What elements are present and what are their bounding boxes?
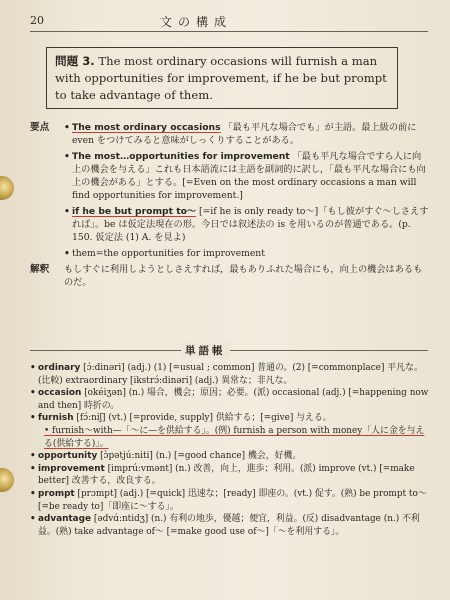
vocab-definition: • furnish〜with—「〜に—を供給する」。(例) furnish a person with money「人に金を与える(供給する)」。 xyxy=(44,425,425,449)
vocab-entry xyxy=(30,412,430,425)
binder-ring-icon xyxy=(0,176,14,200)
vocab-entry xyxy=(30,362,430,387)
header-rule xyxy=(30,31,428,32)
note-item xyxy=(64,247,430,260)
vocab-word: advantage xyxy=(38,514,92,525)
vocab-word: improvement xyxy=(38,463,105,474)
note-text: 「最も平凡な場合ですら人に向上の機会を与える」これも日本語流には主語を副詞的に訳し，「最も平凡な場合にも向上の機会がある」とする。[=Even on the most ordinary occasions a man will find opportunities for improvement.] xyxy=(72,150,426,202)
note-text: 「最も平凡な場合でも」が主語。最上級の前に even をつけてみると意味がしっくりすることがある。 xyxy=(72,122,417,147)
note-item xyxy=(64,121,430,148)
note-item xyxy=(64,205,430,245)
note-text: them=the opportunities for improvement xyxy=(72,247,265,259)
vocab-word: occasion xyxy=(38,388,82,399)
translation-label: 解釈 xyxy=(30,263,50,275)
problem-box xyxy=(46,47,398,109)
translation-block xyxy=(30,263,430,290)
note-head: The most…opportunities for improvement xyxy=(72,150,290,162)
vocab-subentry xyxy=(30,425,430,450)
vocab-definition: [okéiʒən] (n.) 場合，機会；原因；必要。(派) occasional (adj.) [=happening now and then] 時折の。 xyxy=(38,388,429,411)
translation-text: もしすぐに利用しようとしさえすれば，最もありふれた場合にも，向上の機会はあるものだ。 xyxy=(64,263,423,289)
vocab-entry xyxy=(30,450,430,463)
note-item xyxy=(64,150,430,203)
vocab-word: prompt xyxy=(38,488,75,499)
problem-label: 問題 3. xyxy=(55,54,95,68)
vocab-entry xyxy=(30,387,430,412)
vocab-word: ordinary xyxy=(38,363,81,373)
vocab-word: opportunity xyxy=(38,451,98,462)
vocab-header: 単語帳 xyxy=(181,343,230,358)
vocab-definition: [prɔmpt] (adj.) [=quick] 迅速な；[ready] 即座の。(vt.) 促す。(熟) be prompt to〜 [=be ready to]「即座に〜する」。 xyxy=(38,488,427,512)
note-head: The most ordinary occasions xyxy=(72,122,221,133)
vocab-definition: [imprú:vmənt] (n.) 改善，向上，進歩；利用。(派) improve (vt.) [=make better] 改善する，改良する。 xyxy=(38,463,415,487)
notes-body xyxy=(64,121,430,260)
vocab-definition: [fɔ́:niʃ] (vt.) [=provide, supply] 供給する；[=give] 与える。 xyxy=(76,413,332,424)
note-text: [=if he is only ready to〜]「もし彼がすぐ〜しさえすれば」。be は仮定法現在の形。今日では叙述法の is を用いるのが普通である。(p. 150. 仮定法 (1) A. を見よ) xyxy=(72,205,429,244)
running-head: 文の構成 xyxy=(160,15,233,29)
vocab-definition: [ədvɑ́:ntidʒ] (n.) 有利の地歩，優越；便宜，利益。(反) disadvantage (n.) 不利益。(熟) take advantage of〜 [=make good use of〜]「〜を利用する」。 xyxy=(38,514,420,537)
page-number: 20 xyxy=(30,14,44,27)
note-head: if he be but prompt to〜 xyxy=(72,205,197,217)
binder-ring-icon xyxy=(0,468,14,492)
vocab-definition: [ɔ̀pətjú:niti] (n.) [=good chance] 機会，好機。 xyxy=(100,451,302,462)
vocab-entry xyxy=(30,488,430,513)
notes-label: 要点 xyxy=(30,122,50,133)
vocab-entry xyxy=(30,463,430,488)
vocab-word: furnish xyxy=(38,413,74,424)
vocab-entry xyxy=(30,513,430,538)
problem-text: The most ordinary occasions will furnish a man with opportunities for improvement, if he be but prompt to take advantage of them. xyxy=(55,54,387,102)
vocab-definition: [ɔ́:dinəri] (adj.) (1) [=usual ; common] 普通の。(2) [=commonplace] 平凡な。(比較) extraordinary [ikstrɔ́:dinəri] (adj.) 異常な；非凡な。 xyxy=(38,363,423,386)
vocab-list xyxy=(30,362,430,538)
notes-section xyxy=(30,121,430,290)
